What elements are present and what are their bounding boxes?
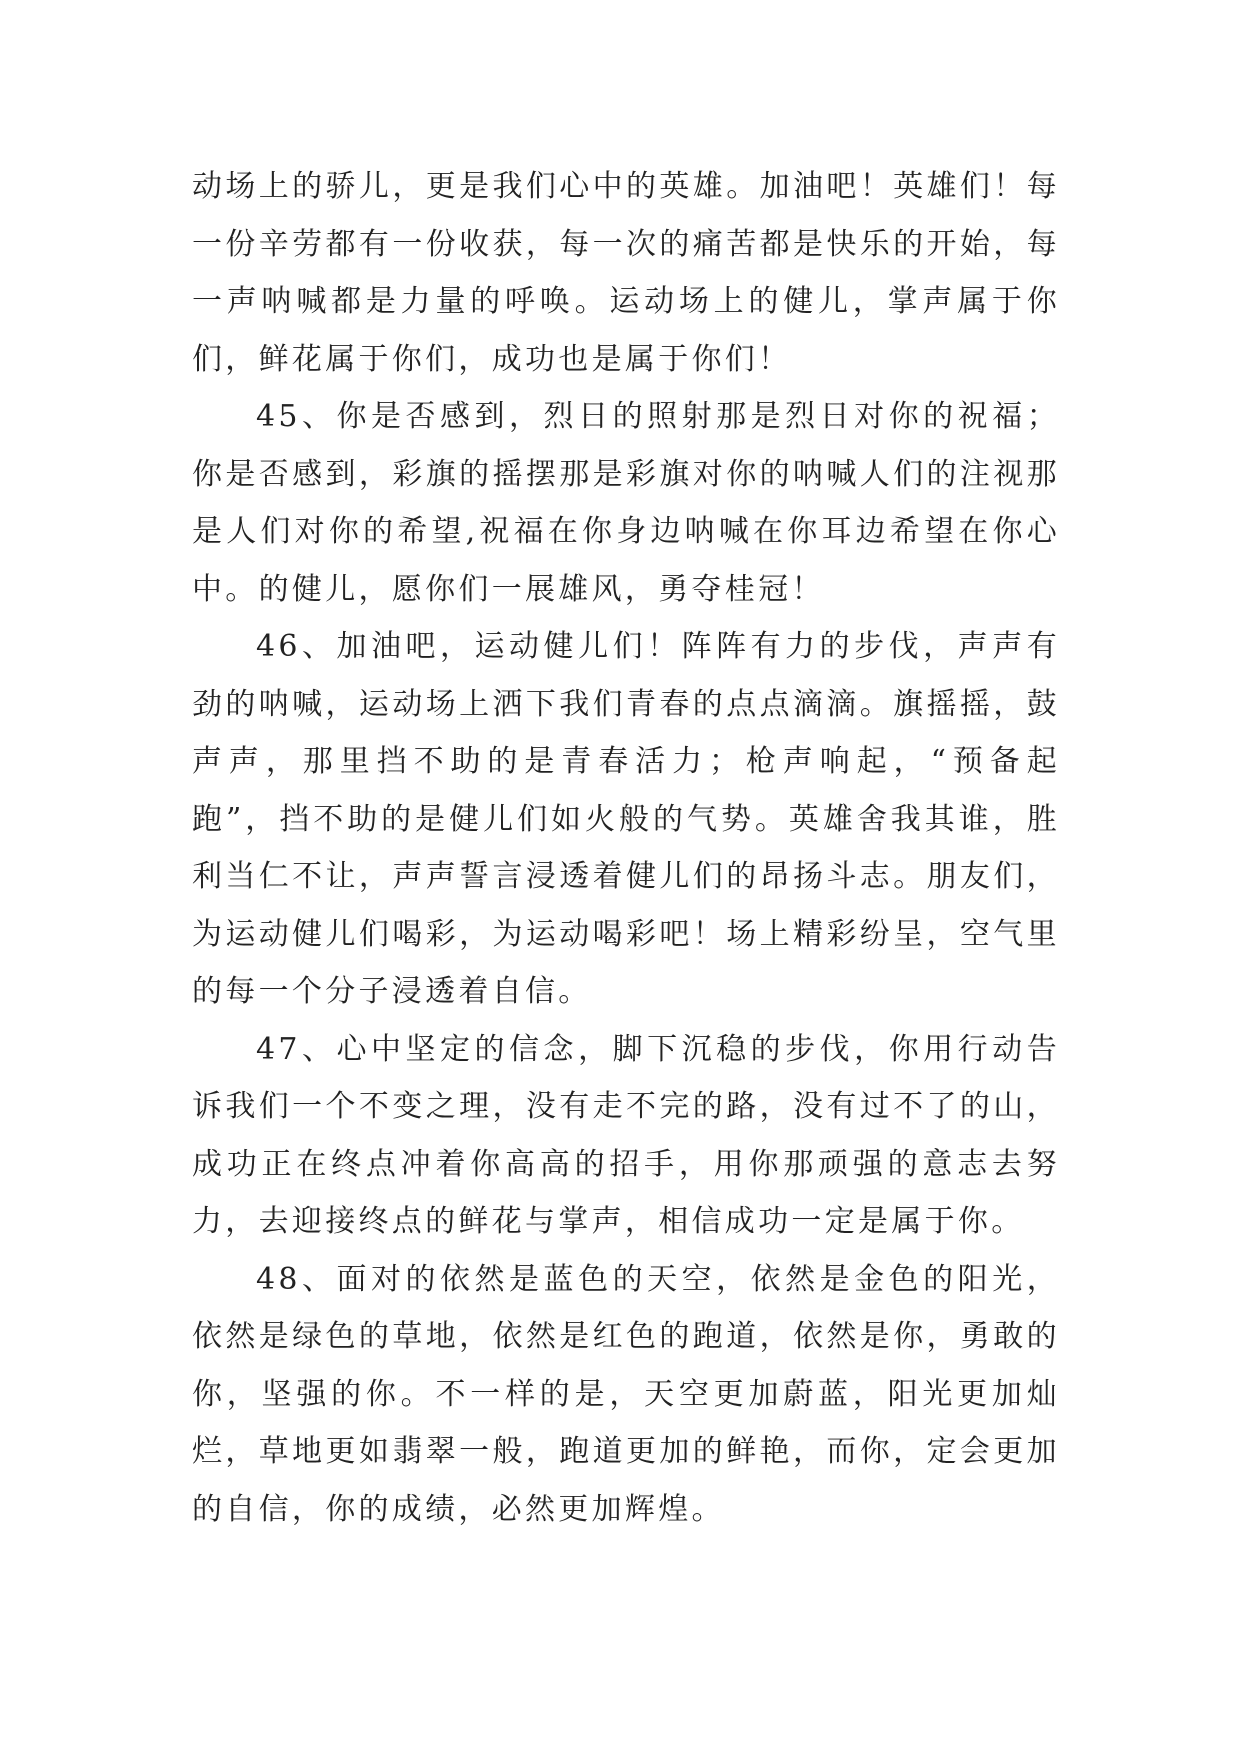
- paragraph-48: 48、面对的依然是蓝色的天空，依然是金色的阳光，依然是绿色的草地，依然是红色的跑道，依然是你，勇敢的你，坚强的你。不一样的是，天空更加蔚蓝，阳光更加灿烂，草地更如翡翠一般，跑道更加的鲜艳，而你，定会更加的自信，你的成绩，必然更加辉煌。: [192, 1261, 1060, 1527]
- paragraph-45: 45、你是否感到，烈日的照射那是烈日对你的祝福；你是否感到，彩旗的摇摆那是彩旗对你的呐喊人们的注视那是人们对你的希望,祝福在你身边呐喊在你耳边希望在你心中。的健儿，愿你们一展雄风，勇夺桂冠！: [192, 399, 1060, 607]
- paragraph-continuation: 动场上的骄儿，更是我们心中的英雄。加油吧！英雄们！每一份辛劳都有一份收获，每一次的痛苦都是快乐的开始，每一声呐喊都是力量的呼唤。运动场上的健儿，掌声属于你们，鲜花属于你们，成功也是属于你们！: [192, 169, 1060, 377]
- paragraph-46: 46、加油吧，运动健儿们！阵阵有力的步伐，声声有劲的呐喊，运动场上洒下我们青春的点点滴滴。旗摇摇，鼓声声，那里挡不助的是青春活力；枪声响起，“预备起跑”，挡不助的是健儿们如火般的气势。英雄舍我其谁，胜利当仁不让，声声誓言浸透着健儿们的昂扬斗志。朋友们，为运动健儿们喝彩，为运动喝彩吧！场上精彩纷呈，空气里的每一个分子浸透着自信。: [192, 629, 1060, 1009]
- document-body: [192, 158, 1060, 1538]
- paragraph-47: 47、心中坚定的信念，脚下沉稳的步伐，你用行动告诉我们一个不变之理，没有走不完的路，没有过不了的山，成功正在终点冲着你高高的招手，用你那顽强的意志去努力，去迎接终点的鲜花与掌声，相信成功一定是属于你。: [192, 1031, 1060, 1239]
